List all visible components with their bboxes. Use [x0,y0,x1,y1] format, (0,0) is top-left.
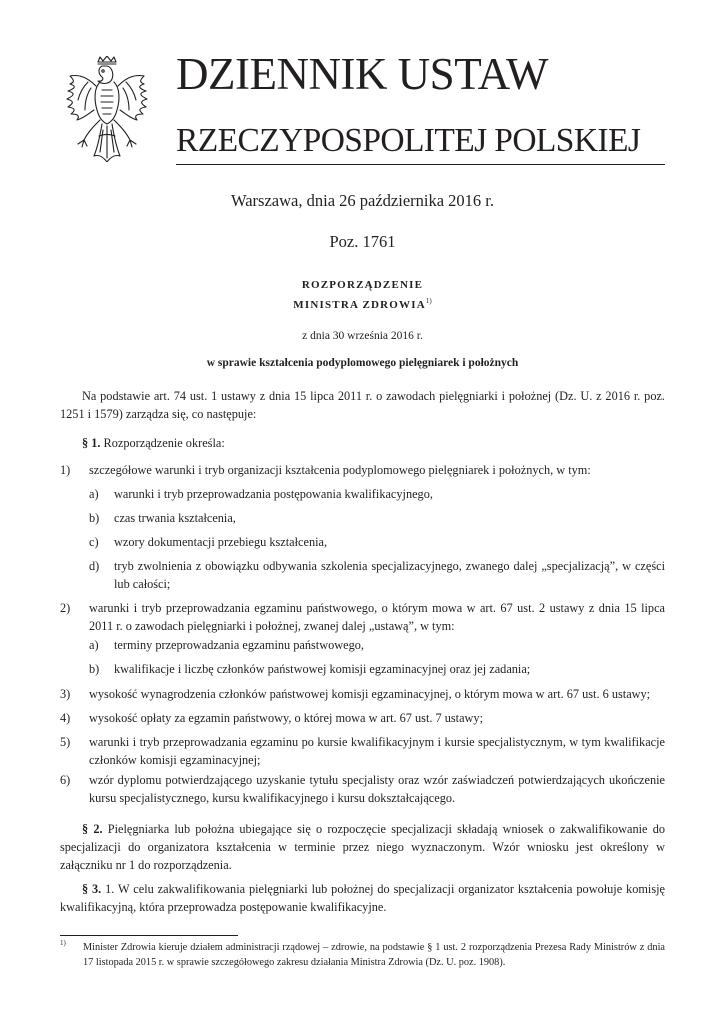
act-type: ROZPORZĄDZENIE [301,279,424,291]
list-item-text: szczegółowe warunki i tryb organizacji kształcenia podyplomowego pielęgniarek i położnych, w tym: [89,463,591,477]
subitem-number: c) [89,535,99,549]
publication-date: Warszawa, dnia 26 października 2016 r. [230,191,495,210]
subitem-number: d) [89,559,100,573]
subitem-number: b) [89,662,100,676]
list-item-text: wzór dyplomu potwierdzającego uzyskanie tytułu specjalisty oraz wzór zaświadczeń potwierdzających ukończenie kursu specjalistycznego, kursu kwalifikacyjnego i kursu dokształcającego. [89,773,665,805]
section-2 [60,820,665,874]
list-item-number: 5) [60,735,71,749]
footnote-number: 1) [60,939,66,947]
section-2-label: § 2. [82,822,103,836]
section-3 [60,880,665,916]
section-1-label: § 1. [82,436,101,450]
act-issuer [0,297,725,311]
subitem-number: a) [89,638,99,652]
journal-title: DZIENNIK USTAW [176,49,548,99]
list-item-number: 6) [60,773,71,787]
section-1-intro-text: Rozporządzenie określa: [103,436,225,450]
section-2-text: Pielęgniarka lub położna ubiegające się o rozpoczęcie specjalizacji składają wniosek o zakwalifikowanie do specjalizacji do organizatora kształcenia w terminie przez niego wyznaczonym. Wzór wniosku jest określony w załączniku nr 1 do rozporządzenia. [60,822,665,872]
position-number: Poz. 1761 [329,232,396,251]
list-item-text: wysokość wynagrodzenia członków państwowej komisji egzaminacyjnej, o którym mowa w art. 67 ust. 6 ustawy; [89,687,651,701]
list-item-number: 2) [60,601,71,615]
act-issuer-name: MINISTRA ZDROWIA [293,299,426,311]
preamble: Na podstawie art. 74 ust. 1 ustawy z dnia 15 lipca 2011 r. o zawodach pielęgniarki i położnej (Dz. U. z 2016 r. poz. 1251 i 1579) zarządza się, co następuje: [60,389,665,421]
section-1-intro [82,434,665,452]
subitem-number: a) [89,487,99,501]
state-emblem-eagle-icon [58,56,156,162]
subitem-text: kwalifikacje i liczbę członków państwowej komisji egzaminacyjnej oraz jej zadania; [114,662,531,676]
subitem-text: wzory dokumentacji przebiegu kształcenia, [114,535,328,549]
journal-subtitle: RZECZYPOSPOLITEJ POLSKIEJ [176,122,641,159]
section-3-text: 1. W celu zakwalifikowania pielęgniarki lub położnej do specjalizacji organizator kształcenia powołuje komisję kwalifikacyjną, która przeprowadza postępowanie kwalifikacyjne. [60,882,665,914]
footnote-divider [60,935,238,936]
list-item-text: warunki i tryb przeprowadzania egzaminu po kursie kwalifikacyjnym i kursie specjalistycznym, w tym kwalifikacje członków komisji egzaminacyjnej; [89,735,665,767]
list-item-number: 4) [60,711,71,725]
act-issued-date: z dnia 30 września 2016 r. [302,330,423,342]
masthead-divider [176,164,665,165]
footnote-text: Minister Zdrowia kieruje działem administracji rządowej – zdrowie, na podstawie § 1 ust. 2 rozporządzenia Prezesa Rady Ministrów z dnia 17 listopada 2015 r. w sprawie szczegółowego zakresu działania Ministra Zdrowia (Dz. U. poz. 1908). [83,942,665,968]
list-item-number: 3) [60,687,71,701]
footnote-ref: 1) [425,297,432,305]
subitem-number: b) [89,511,100,525]
list-item-text: warunki i tryb przeprowadzania egzaminu państwowego, o którym mowa w art. 67 ust. 2 ustawy z dnia 15 lipca 2011 r. o zawodach pielęgniarki i położnej, zwanej dalej „ustawą”, w tym: [89,601,665,633]
act-subject: w sprawie kształcenia podyplomowego pielęgniarek i położnych [206,357,519,369]
subitem-text: czas trwania kształcenia, [114,511,236,525]
list-item-text: wysokość opłaty za egzamin państwowy, o której mowa w art. 67 ust. 7 ustawy; [89,711,483,725]
subitem-text: tryb zwolnienia z obowiązku odbywania szkolenia specjalizacyjnego, zwanego dalej „specjalizacją”, w części lub całości; [114,559,665,591]
subitem-text: warunki i tryb przeprowadzania postępowania kwalifikacyjnego, [114,487,433,501]
subitem-text: terminy przeprowadzania egzaminu państwowego, [114,638,364,652]
section-3-label: § 3. [82,882,102,896]
list-item-number: 1) [60,463,71,477]
